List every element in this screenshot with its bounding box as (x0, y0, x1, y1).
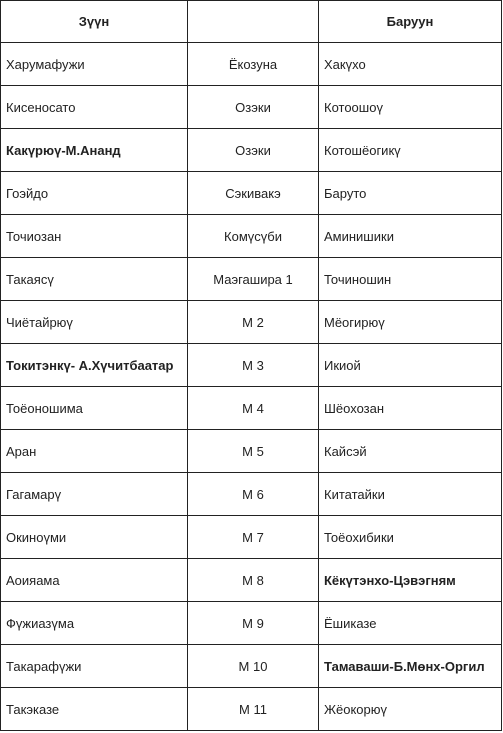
rank-cell: М 11 (188, 688, 319, 731)
east-wrestler-cell: Гоэйдо (1, 172, 188, 215)
rank-cell: Озэки (188, 86, 319, 129)
header-west: Баруун (319, 1, 502, 43)
east-wrestler-cell: Кисеносато (1, 86, 188, 129)
rank-cell: Озэки (188, 129, 319, 172)
table-row (1, 172, 502, 215)
table-row (1, 430, 502, 473)
table-row (1, 129, 502, 172)
table-row (1, 301, 502, 344)
west-wrestler-cell: Шёохозан (319, 387, 502, 430)
west-wrestler-cell: Точиношин (319, 258, 502, 301)
header-east: Зүүн (1, 1, 188, 43)
rank-cell: М 6 (188, 473, 319, 516)
east-wrestler-cell: Такэказе (1, 688, 188, 731)
west-wrestler-cell: Кайсэй (319, 430, 502, 473)
east-wrestler-cell: Такарафүжи (1, 645, 188, 688)
east-wrestler-cell: Аоияама (1, 559, 188, 602)
west-wrestler-cell: Икиой (319, 344, 502, 387)
rank-cell: Сэкивакэ (188, 172, 319, 215)
table-row (1, 516, 502, 559)
rank-cell: М 8 (188, 559, 319, 602)
west-wrestler-cell: Тоёохибики (319, 516, 502, 559)
east-wrestler-cell: Такаясү (1, 258, 188, 301)
rank-cell: М 3 (188, 344, 319, 387)
table-row (1, 645, 502, 688)
table-header (1, 1, 502, 43)
header-row (1, 1, 502, 43)
east-wrestler-cell: Харумафужи (1, 43, 188, 86)
table-body (1, 43, 502, 731)
east-wrestler-cell: Чиётайрюү (1, 301, 188, 344)
rank-cell: М 4 (188, 387, 319, 430)
east-wrestler-cell: Токитэнкү- А.Хүчитбаатар (1, 344, 188, 387)
east-wrestler-cell: Какүрюү-М.Ананд (1, 129, 188, 172)
west-wrestler-cell: Аминишики (319, 215, 502, 258)
east-wrestler-cell: Окиноүми (1, 516, 188, 559)
rank-cell: М 5 (188, 430, 319, 473)
rank-cell: Маэгашира 1 (188, 258, 319, 301)
table-row (1, 215, 502, 258)
east-wrestler-cell: Точиозан (1, 215, 188, 258)
rank-cell: М 2 (188, 301, 319, 344)
west-wrestler-cell: Жёокорюү (319, 688, 502, 731)
table-row (1, 559, 502, 602)
table-row (1, 86, 502, 129)
west-wrestler-cell: Котошёогикү (319, 129, 502, 172)
table-row (1, 387, 502, 430)
rank-cell: Ёкозуна (188, 43, 319, 86)
table-row (1, 258, 502, 301)
table-row (1, 43, 502, 86)
rank-cell: М 10 (188, 645, 319, 688)
west-wrestler-cell: Тамаваши-Б.Мөнх-Оргил (319, 645, 502, 688)
east-wrestler-cell: Аран (1, 430, 188, 473)
west-wrestler-cell: Китатайки (319, 473, 502, 516)
east-wrestler-cell: Тоёоношима (1, 387, 188, 430)
east-wrestler-cell: Фүжиазүма (1, 602, 188, 645)
east-wrestler-cell: Гагамарү (1, 473, 188, 516)
header-rank (188, 1, 319, 43)
rank-cell: Комүсүби (188, 215, 319, 258)
west-wrestler-cell: Котоошоү (319, 86, 502, 129)
table-row (1, 688, 502, 731)
table-row (1, 602, 502, 645)
rank-cell: М 7 (188, 516, 319, 559)
west-wrestler-cell: Ёшиказе (319, 602, 502, 645)
rank-cell: М 9 (188, 602, 319, 645)
west-wrestler-cell: Хакүхо (319, 43, 502, 86)
west-wrestler-cell: Баруто (319, 172, 502, 215)
west-wrestler-cell: Кёкүтэнхо-Цэвэгням (319, 559, 502, 602)
table-row (1, 344, 502, 387)
west-wrestler-cell: Мёогирюү (319, 301, 502, 344)
table-row (1, 473, 502, 516)
